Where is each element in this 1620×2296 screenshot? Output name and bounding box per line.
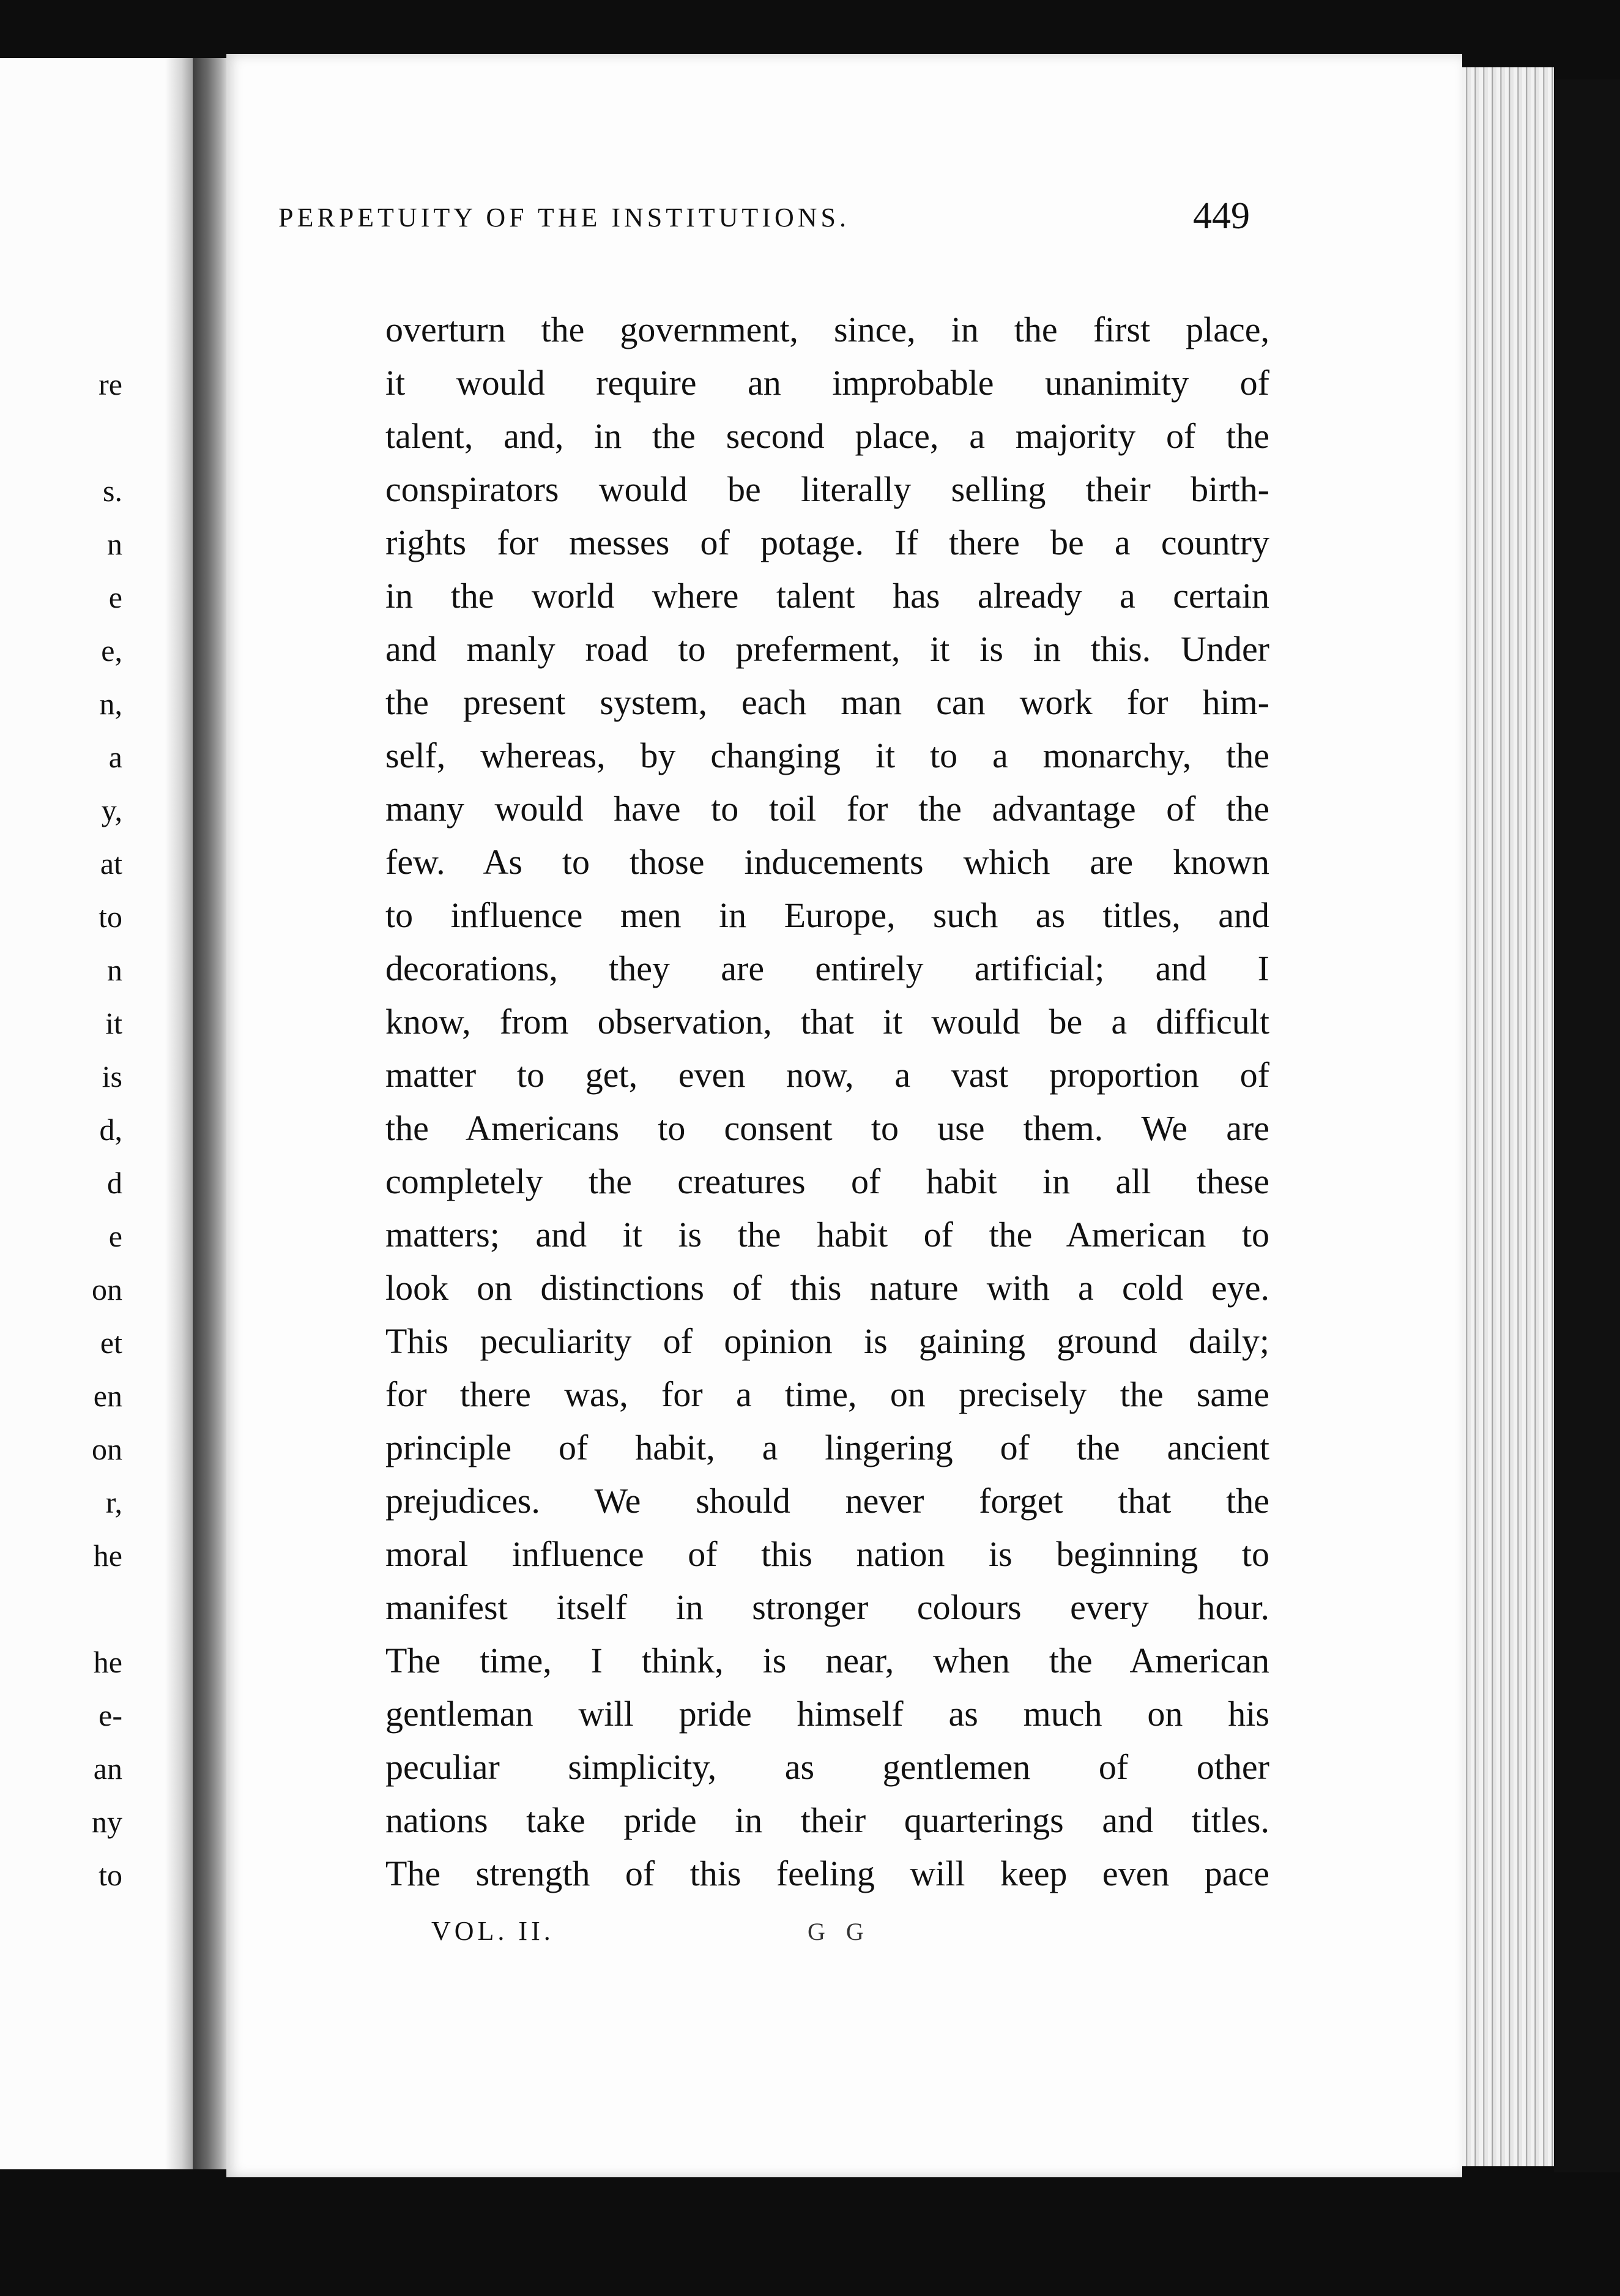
left-page-fragment: y, bbox=[101, 793, 122, 827]
left-page-fragment: e bbox=[108, 580, 122, 614]
text-line: self, whereas, by changing it to a monarchy, the bbox=[385, 736, 1269, 775]
left-page-fragment: r, bbox=[105, 1485, 122, 1519]
page-number: 449 bbox=[1193, 195, 1250, 237]
text-line: many would have to toil for the advantage of the bbox=[385, 789, 1269, 829]
left-page-fragment: n bbox=[107, 953, 122, 987]
text-line: The time, I think, is near, when the American bbox=[385, 1641, 1269, 1680]
text-line: few. As to those inducements which are known bbox=[385, 842, 1269, 882]
text-line: know, from observation, that it would be a difficult bbox=[385, 1002, 1269, 1042]
left-page-fragment: ny bbox=[92, 1805, 122, 1839]
body-text bbox=[385, 303, 1269, 1900]
text-line: overturn the government, since, in the first place, bbox=[385, 310, 1269, 349]
left-page-fragment: e, bbox=[101, 633, 122, 668]
text-line: peculiar simplicity, as gentlemen of other bbox=[385, 1747, 1269, 1787]
text-line: for there was, for a time, on precisely the same bbox=[385, 1374, 1269, 1414]
left-page-fragment: on bbox=[92, 1432, 122, 1466]
left-page-fragment: n bbox=[107, 527, 122, 561]
text-line: completely the creatures of habit in all these bbox=[385, 1161, 1269, 1201]
left-page-fragment: re bbox=[98, 367, 122, 401]
text-line: The strength of this feeling will keep even pace bbox=[385, 1854, 1269, 1893]
left-page-fragment: et bbox=[100, 1325, 122, 1360]
book-edge-shadow bbox=[1554, 80, 1620, 2172]
text-line: nations take pride in their quarterings and titles. bbox=[385, 1800, 1269, 1840]
text-line: look on distinctions of this nature with a cold eye. bbox=[385, 1268, 1269, 1308]
text-line: to influence men in Europe, such as titles, and bbox=[385, 895, 1269, 935]
left-page-fragment: he bbox=[93, 1645, 122, 1679]
left-page-fragment bbox=[0, 411, 122, 464]
text-line: the Americans to consent to use them. We are bbox=[385, 1108, 1269, 1148]
left-page-fragment: an bbox=[93, 1751, 122, 1786]
page-edges bbox=[1462, 67, 1554, 2166]
text-line: in the world where talent has already a certain bbox=[385, 576, 1269, 616]
left-page-fragment: at bbox=[100, 846, 122, 881]
left-page-fragment: n, bbox=[99, 687, 122, 721]
left-page-fragment: d bbox=[107, 1166, 122, 1200]
left-page-fragment: to bbox=[98, 900, 122, 934]
left-page-fragment: on bbox=[92, 1272, 122, 1306]
left-facing-page bbox=[0, 58, 202, 2169]
left-page-fragment: it bbox=[105, 1006, 122, 1040]
left-page-fragment: en bbox=[93, 1379, 122, 1413]
text-line: conspirators would be literally selling their birth- bbox=[385, 469, 1269, 509]
text-line: manifest itself in stronger colours every hour. bbox=[385, 1587, 1269, 1627]
left-page-fragment: to bbox=[98, 1858, 122, 1892]
text-line: decorations, they are entirely artificial; and I bbox=[385, 949, 1269, 988]
text-line: moral influence of this nation is beginning to bbox=[385, 1534, 1269, 1574]
left-page-fragment: e bbox=[108, 1219, 122, 1253]
text-line: This peculiarity of opinion is gaining ground daily; bbox=[385, 1321, 1269, 1361]
spine-shadow bbox=[193, 58, 229, 2169]
text-line: prejudices. We should never forget that the bbox=[385, 1481, 1269, 1521]
left-page-fragment: a bbox=[108, 740, 122, 774]
text-line: the present system, each man can work for him- bbox=[385, 682, 1269, 722]
text-line: principle of habit, a lingering of the ancient bbox=[385, 1428, 1269, 1467]
text-line: talent, and, in the second place, a majority of the bbox=[385, 416, 1269, 456]
text-line: gentleman will pride himself as much on his bbox=[385, 1694, 1269, 1734]
left-page-line-fragments bbox=[0, 358, 122, 1902]
left-page-fragment: is bbox=[102, 1059, 122, 1094]
left-page-fragment: he bbox=[93, 1538, 122, 1573]
left-page-fragment: e- bbox=[98, 1698, 122, 1732]
running-head: PERPETUITY OF THE INSTITUTIONS. bbox=[278, 203, 850, 233]
left-page-fragment bbox=[0, 1582, 122, 1636]
text-line: and manly road to preferment, it is in this. Under bbox=[385, 629, 1269, 669]
footer-signature-mark: G G bbox=[808, 1918, 871, 1945]
text-line: matter to get, even now, a vast proportion of bbox=[385, 1055, 1269, 1095]
footer-volume: VOL. II. bbox=[431, 1916, 554, 1946]
text-line: matters; and it is the habit of the American to bbox=[385, 1215, 1269, 1254]
text-line: rights for messes of potage. If there be a country bbox=[385, 523, 1269, 562]
left-page-fragment: s. bbox=[103, 474, 122, 508]
left-page-fragment: d, bbox=[99, 1113, 122, 1147]
text-line: it would require an improbable unanimity of bbox=[385, 363, 1269, 403]
